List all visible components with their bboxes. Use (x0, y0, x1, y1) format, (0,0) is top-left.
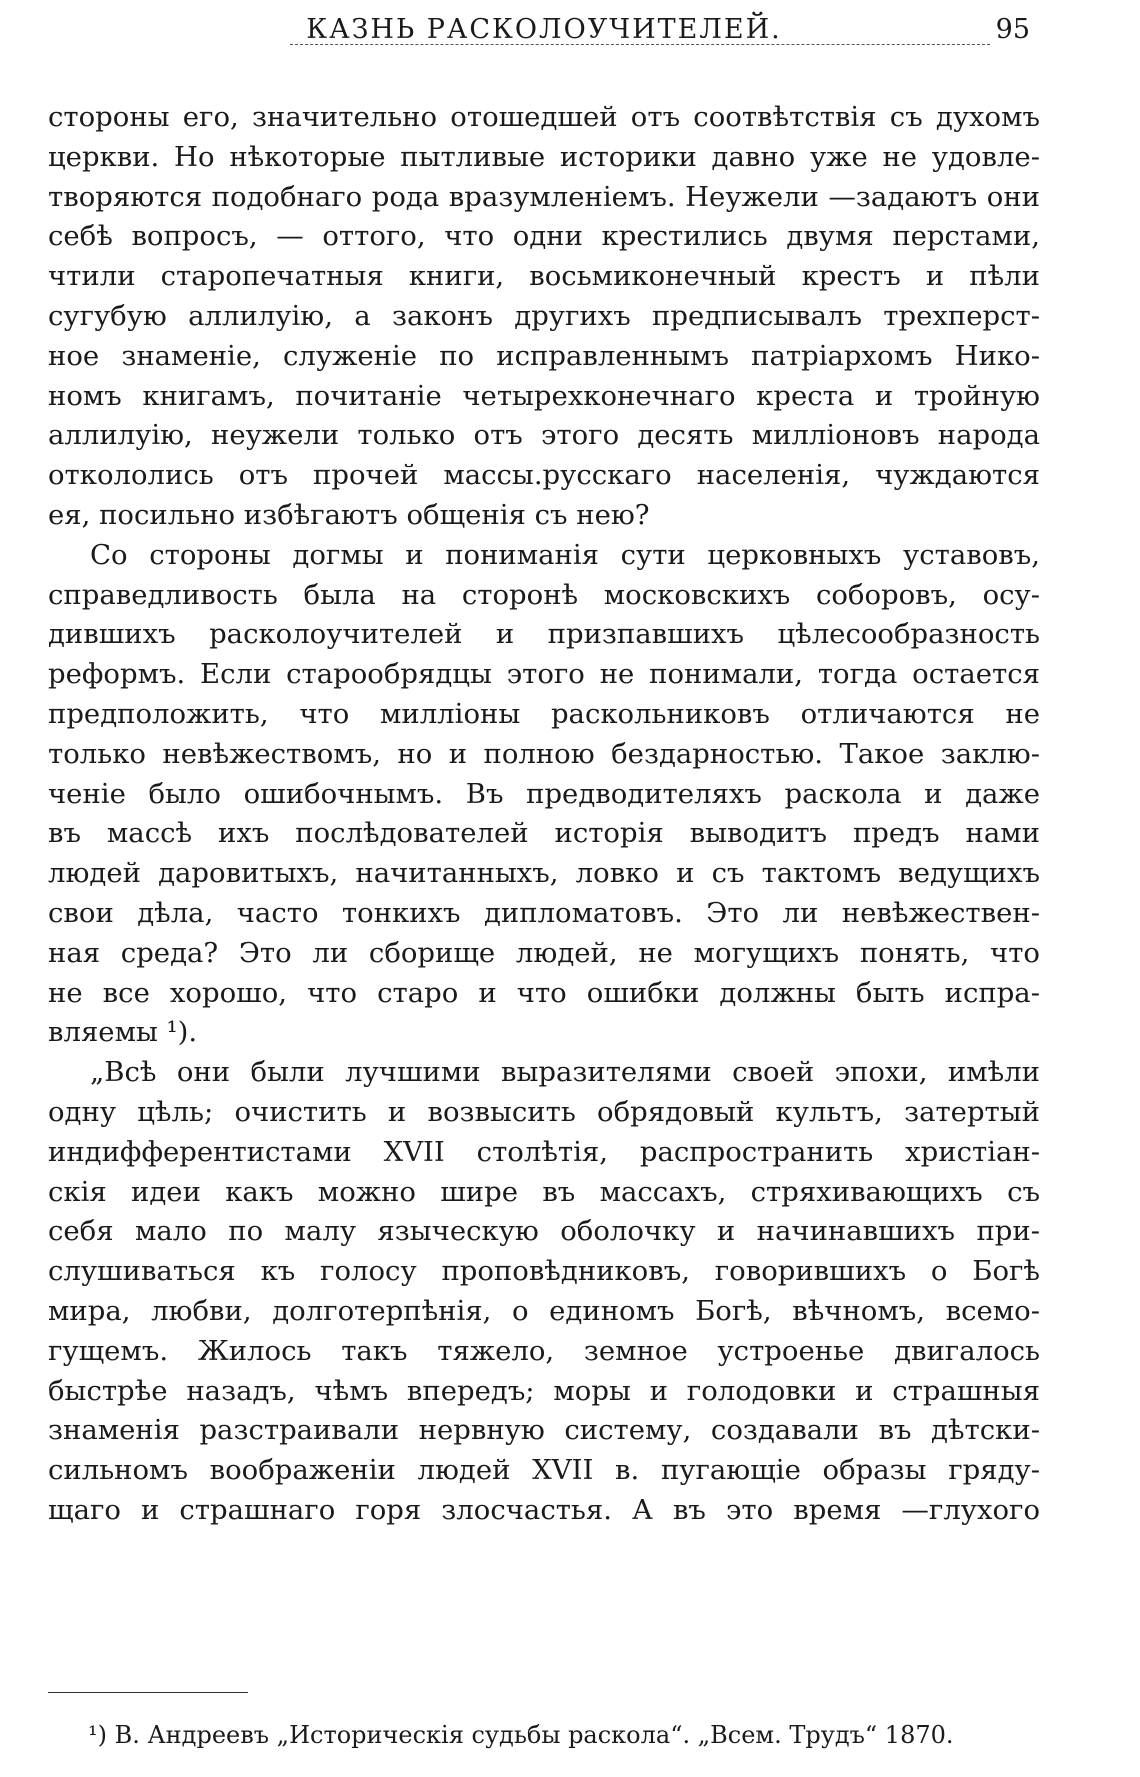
running-title: КАЗНЬ РАСКОЛОУЧИТЕЛЕЙ. (306, 14, 782, 45)
body-text (48, 98, 1040, 1531)
text-line: не все хорошо, что старо и что ошибки должны быть испра- (48, 976, 1040, 1009)
footnote (88, 1718, 954, 1752)
text-line: номъ книгамъ, почитаніе четырехконечнаго креста и тройную (48, 379, 1040, 412)
text-line: мира, любви, долготерпѣнія, о единомъ Богѣ, вѣчномъ, всемо- (48, 1294, 1040, 1327)
text-line: гущемъ. Жилось такъ тяжело, земное устроенье двигалось (48, 1334, 1040, 1367)
text-line: чтили старопечатныя книги, восьмиконечный крестъ и пѣли (48, 260, 1040, 293)
text-line: себѣ вопросъ, — оттого, что одни крестились двумя перстами, (48, 220, 1040, 253)
header-rule (290, 44, 990, 45)
text-line: одну цѣль; очистить и возвысить обрядовый культъ, затертый (48, 1095, 1040, 1128)
text-line: сильномъ воображеніи людей XVII в. пугающіе образы гряду- (48, 1454, 1040, 1487)
text-line: стороны его, значительно отошедшей отъ соотвѣтствія съ духомъ (48, 101, 1040, 133)
text-line: быстрѣе назадъ, чѣмъ впередъ; моры и голодовки и страшныя (48, 1374, 1040, 1407)
text-line: дившихъ расколоучителей и призпавшихъ цѣлесообразность (48, 618, 1040, 651)
footnote-marker: ¹) (88, 1721, 107, 1749)
text-line: ное знаменіе, служеніе по исправленнымъ патріархомъ Нико- (48, 339, 1040, 372)
text-line: щаго и страшнаго горя злосчастья. А въ это время —глухого (48, 1493, 1040, 1526)
text-line: справедливость была на сторонѣ московскихъ соборовъ, осу- (48, 578, 1040, 611)
text-line: предположить, что милліоны раскольниковъ отличаются не (48, 697, 1040, 730)
text-line: людей даровитыхъ, начитанныхъ, ловко и съ тактомъ ведущихъ (48, 857, 1040, 890)
footnote-text: В. Андреевъ „Историческія судьбы раскола“. „Всем. Трудъ“ 1870. (106, 1721, 954, 1749)
text-line: творяются подобнаго рода вразумленіемъ. Неужели —задаютъ они (48, 180, 1040, 213)
paragraph-start-line: Со стороны догмы и пониманія сути церковныхъ уставовъ, (90, 538, 1040, 571)
text-line: ченіе было ошибочнымъ. Въ предводителяхъ раскола и даже (48, 777, 1040, 810)
text-line: только невѣжествомъ, но и полною бездарностью. Такое заклю- (48, 737, 1040, 770)
paragraph-start-line: „Всѣ они были лучшими выразителями своей эпохи, имѣли (90, 1056, 1040, 1089)
text-line: въ массѣ ихъ послѣдователей исторія выводитъ предъ нами (48, 817, 1040, 850)
text-line: ея, посильно избѣгаютъ общенія съ нею? (48, 498, 650, 531)
running-head (48, 12, 1040, 52)
text-line: реформъ. Если старообрядцы этого не понимали, тогда остается (48, 658, 1040, 691)
text-line: вляемы ¹). (48, 1016, 198, 1049)
text-line: свои дѣла, часто тонкихъ дипломатовъ. Это ли невѣжествен- (48, 896, 1040, 929)
text-line: откололись отъ прочей массы.русскаго населенія, чуждаются (48, 459, 1040, 492)
text-line: аллилуію, неужели только отъ этого десять милліоновъ народа (48, 419, 1040, 452)
text-line: церкви. Но нѣкоторые пытливые историки давно уже не удовле- (48, 140, 1040, 173)
text-line: сугубую аллилуію, а законъ другихъ предписывалъ трехперст- (48, 299, 1040, 332)
text-line: ная среда? Это ли сборище людей, не могущихъ понять, что (48, 936, 1040, 969)
text-line: слушиваться къ голосу проповѣдниковъ, говорившихъ о Богѣ (48, 1255, 1040, 1288)
text-line: знаменія разстраивали нервную систему, создавали въ дѣтски- (48, 1414, 1040, 1447)
footnote-rule (48, 1692, 248, 1693)
text-line: себя мало по малу языческую оболочку и начинавшихъ при- (48, 1215, 1040, 1248)
page-number: 95 (995, 14, 1030, 45)
text-line: скія идеи какъ можно шире въ массахъ, стряхивающихъ съ (48, 1175, 1040, 1208)
text-line: индифферентистами XVII столѣтія, распространить христіан- (48, 1135, 1040, 1168)
